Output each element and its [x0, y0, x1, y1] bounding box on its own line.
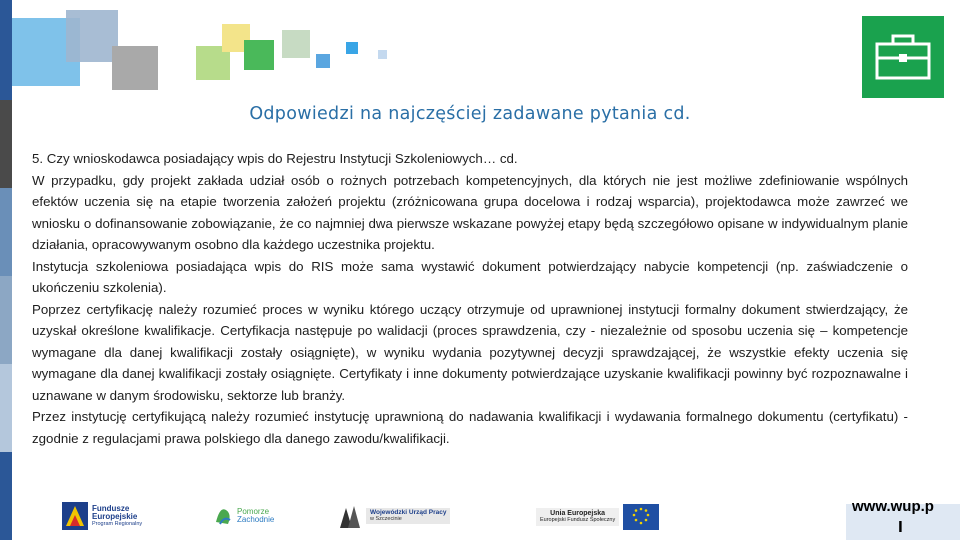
logo4-line1: Unia Europejska: [550, 510, 606, 518]
website-url[interactable]: www.wup.p: [852, 498, 934, 515]
logo2-line2: Zachodnie: [237, 515, 275, 524]
logo2-line1: Pomorze: [237, 506, 270, 516]
logo-fundusze-europejskie: [62, 502, 142, 530]
logo-pomorze-zachodnie: [214, 504, 274, 528]
logo1-line3: Program Regionalny: [92, 520, 143, 527]
footer-logos: [0, 496, 960, 540]
fe-logo-icon: [62, 502, 88, 530]
question-heading: 5. Czy wnioskodawca posiadający wpis do Rejestru Instytucji Szkoleniowych… cd.: [32, 151, 518, 166]
logo3-line1: Wojewódzki Urząd Pracy: [370, 508, 447, 516]
logo3-line2: w Szczecinie: [370, 515, 402, 522]
wup-logo-icon: [338, 502, 362, 530]
decorative-mosaic: [0, 0, 420, 100]
pomorze-logo-icon: [214, 504, 234, 528]
logo4-line2: Europejski Fundusz Społeczny: [540, 516, 616, 523]
logo-wup-szczecin: [338, 502, 450, 530]
paragraph-3: Poprzez certyfikację należy rozumieć proces w wyniku którego uczący otrzymuje od uprawnionej instytucji formalny dokument stwierdzający, że uzyskał określone kwalifikacje. Certyfikacja następuje po walidacji (proces sprawdzenia, czy - niezależnie od sposobu uczenia się – kompetencje wymagane dla danej kwalifikacji zostały osiągnięte), w wyniku wydania pozytywnej decyzji sprawdzającej, że wszystkie efekty uczenia się wymagane dla danej kwalifikacji zostały osiągnięte. Certyfikaty i inne dokumenty potwierdzające uzyskanie kwalifikacji powinny być rozpoznawalne i uznawane w danym środowisku, sektorze lub branży.: [32, 301, 908, 403]
slide-body: [32, 148, 908, 449]
paragraph-4: Przez instytucję certyfikującą należy rozumieć instytucję uprawnioną do nadawania kwalifikacji i wydawania formalnego dokumentu (certyfikatu) - zgodnie z regulacjami prawa polskiego dla danego zawodu/kwalifikacji.: [32, 409, 908, 446]
eu-flag-icon: [623, 504, 659, 530]
logo-unia-europejska: [536, 504, 659, 530]
left-color-band: [0, 100, 12, 540]
slide-title: Odpowiedzi na najczęściej zadawane pytania cd.: [249, 104, 691, 124]
briefcase-icon: [873, 32, 933, 82]
logo1-line1: Fundusze: [92, 503, 130, 513]
website-url-tail: l: [898, 520, 903, 536]
paragraph-2: Instytucja szkoleniowa posiadająca wpis do RIS może sama wystawić dokument potwierdzający nabycie kompetencji (np. zaświadczenie o ukończeniu szkolenia).: [32, 258, 908, 295]
logo1-line2: Europejskie: [92, 512, 138, 522]
paragraph-1: W przypadku, gdy projekt zakłada udział osób o rożnych potrzebach kompetencyjnych, dla których nie jest możliwe zdefiniowanie wspólnych efektów uczenia się na etapie tworzenia założeń projektu (zróżnicowana grupa docelowa i rodzaj wsparcia), projektodawca może zawrzeć we wniosku o dofinansowanie zobowiązanie, że co najmniej dwa pierwsze wskazane powyżej etapy będą szczegółowo opisane w indywidualnym planie działania, opracowywanym osobno dla każdego uczestnika projektu.: [32, 172, 908, 252]
briefcase-icon-box: [862, 16, 944, 98]
